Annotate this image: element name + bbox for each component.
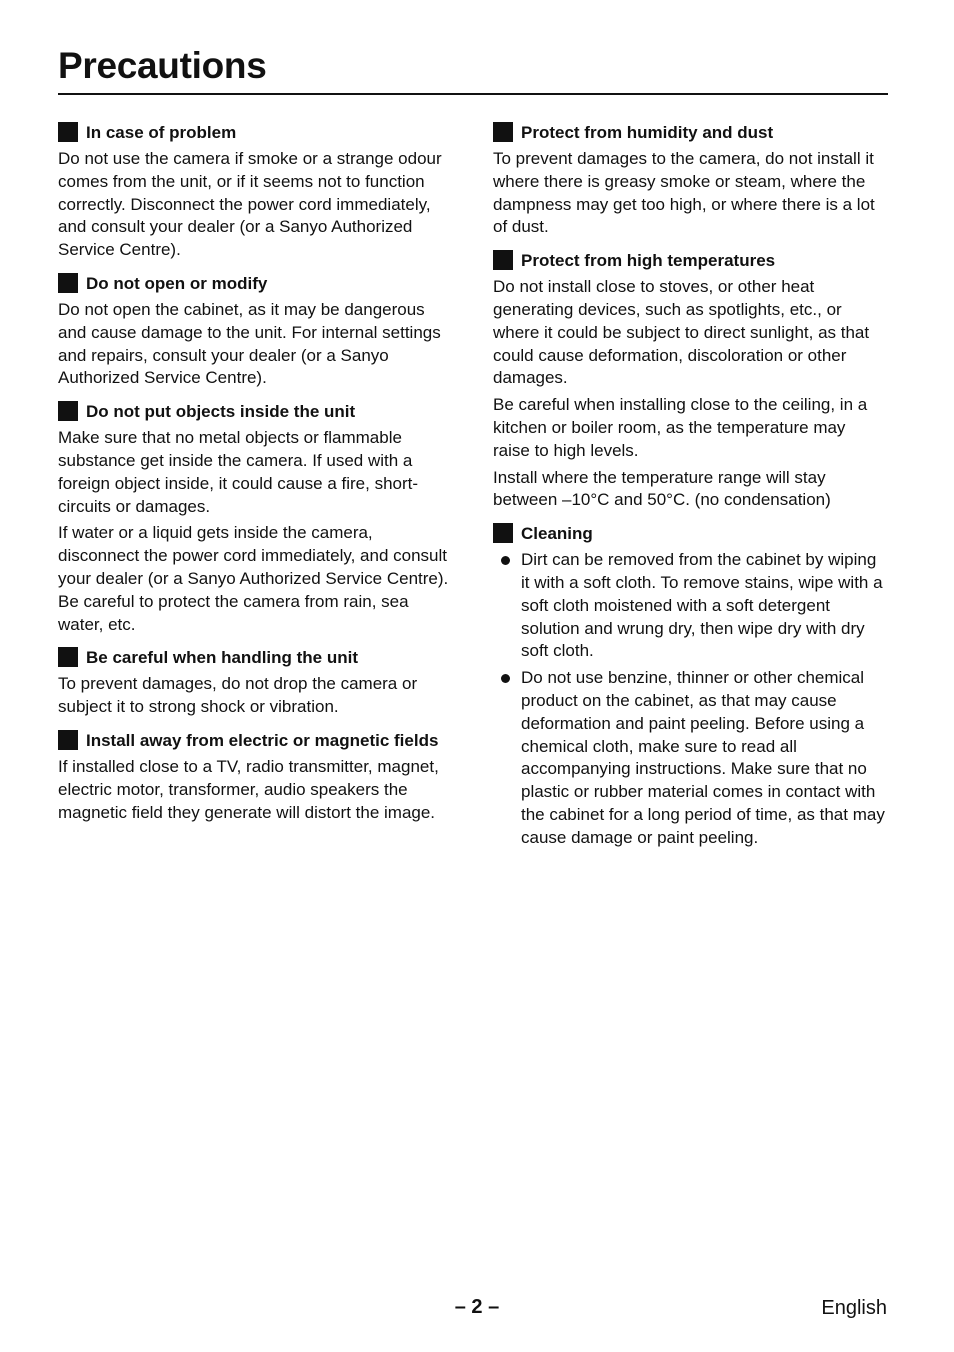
- section-heading-text: Protect from high temperatures: [521, 251, 776, 271]
- list-item-text: Dirt can be removed from the cabinet by wiping it with a soft cloth. To remove stains, wipe with a soft cloth moistened with a soft detergent solution and wrung dry, then wipe dry with dry soft cloth.: [521, 550, 883, 661]
- title-divider: [58, 93, 888, 95]
- list-item: [493, 549, 885, 663]
- square-bullet-icon: [493, 523, 513, 543]
- section-heading-text: Cleaning: [521, 524, 593, 544]
- square-bullet-icon: [58, 730, 78, 750]
- section-heading: [58, 121, 450, 144]
- list-item-text: Do not use benzine, thinner or other chemical product on the cabinet, as that may cause deformation and paint peeling. Before using a chemical cloth, make sure to read all accompanying instructions. Make sure that no plastic or rubber material comes in contact with the cabinet for a long period of time, as that may cause damage or paint peeling.: [521, 668, 885, 847]
- square-bullet-icon: [58, 122, 78, 142]
- section-heading-text: Protect from humidity and dust: [521, 123, 774, 142]
- bullet-dot-icon: [501, 674, 510, 683]
- section-paragraph: Be careful when installing close to the ceiling, in a kitchen or boiler room, as the temperature may raise to high levels.: [493, 395, 868, 460]
- section-heading: [58, 729, 450, 752]
- section-heading: [493, 121, 885, 144]
- section-paragraph: Do not open the cabinet, as it may be dangerous and cause damage to the unit. For internal settings and repairs, consult your dealer (or a Sanyo Authorized Service Centre).: [58, 299, 441, 388]
- section-heading-text: In case of problem: [86, 123, 237, 142]
- section-paragraph: If installed close to a TV, radio transmitter, magnet, electric motor, transformer, audio speakers the magnetic field they generate will distort the image.: [58, 756, 439, 822]
- square-bullet-icon: [493, 250, 513, 270]
- list-item: [493, 667, 885, 849]
- section-heading: [58, 272, 450, 295]
- section-heading: [493, 249, 885, 272]
- section-heading: [58, 400, 450, 423]
- section-heading-text: Do not open or modify: [86, 273, 268, 293]
- section-do-not-open-or-modify: [58, 272, 450, 390]
- section-paragraph: Install where the temperature range will stay between –10°C and 50°C. (no condensation): [493, 467, 831, 510]
- section-heading-text: Do not put objects inside the unit: [86, 402, 356, 422]
- language-label: English: [821, 1297, 887, 1319]
- section-do-not-put-objects-inside: [58, 400, 450, 636]
- square-bullet-icon: [58, 273, 78, 293]
- bullet-dot-icon: [501, 556, 510, 565]
- section-paragraph: If water or a liquid gets inside the camera, disconnect the power cord immediately, and consult your dealer (or a Sanyo Authorized Service Centre). Be careful to protect the camera from rain, sea water, etc.: [58, 523, 449, 634]
- bullet-list: [493, 549, 885, 849]
- section-electric-magnetic-fields: [58, 729, 450, 824]
- section-cleaning: [493, 522, 885, 849]
- section-heading: [493, 522, 885, 545]
- square-bullet-icon: [58, 401, 78, 421]
- section-paragraph: Make sure that no metal objects or flammable substance get inside the camera. If used with a foreign object inside, it could cause a fire, short-circuits or damages.: [58, 428, 419, 516]
- section-humidity-dust: [493, 121, 885, 239]
- square-bullet-icon: [58, 647, 78, 667]
- left-column: [58, 121, 450, 834]
- section-in-case-of-problem: [58, 121, 450, 262]
- page-title: Precautions: [58, 45, 267, 86]
- section-high-temperatures: [493, 249, 885, 512]
- section-paragraph: To prevent damages, do not drop the camera or subject it to strong shock or vibration.: [58, 674, 418, 717]
- section-careful-handling: [58, 646, 450, 719]
- section-paragraph: Do not install close to stoves, or other heat generating devices, such as spotlights, etc., or where it could be subject to direct sunlight, as that could cause deformation, discoloration or other damages.: [493, 277, 870, 388]
- right-column: [493, 121, 885, 860]
- section-heading-text: Be careful when handling the unit: [86, 648, 359, 668]
- section-heading: [58, 646, 450, 669]
- section-paragraph: Do not use the camera if smoke or a strange odour comes from the unit, or if it seems not to function correctly. Disconnect the power cord immediately, and consult your dealer (or a Sanyo Authorized Service Centre).: [58, 149, 442, 260]
- section-heading-text: Install away from electric or magnetic fields: [86, 730, 439, 750]
- square-bullet-icon: [493, 122, 513, 142]
- page-number: – 2 –: [454, 1296, 500, 1318]
- section-paragraph: To prevent damages to the camera, do not install it where there is greasy smoke or steam, where the dampness may get too high, or where there is a lot of dust.: [493, 149, 875, 237]
